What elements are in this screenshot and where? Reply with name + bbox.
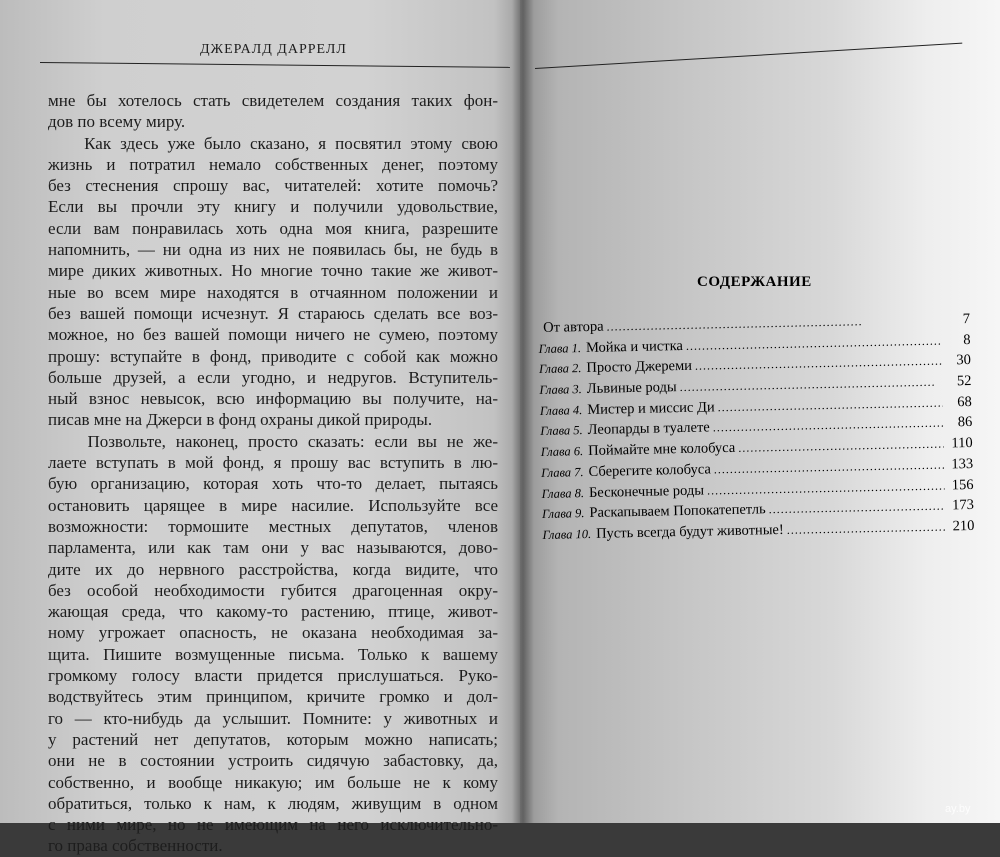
text-line: возможности: тормошите местных депутатов, членов (48, 516, 498, 536)
toc-chapter-label: Глава 3. (539, 382, 582, 398)
toc-leader-dots (713, 415, 944, 437)
text-line: мире диких животных. Но многие точно такие же живот- (48, 261, 498, 281)
toc-page-number: 110 (951, 435, 973, 452)
toc-entry-title: Просто Джереми (586, 358, 693, 377)
toc-chapter-label: Глава 8. (541, 485, 585, 501)
toc-leader-dots (787, 518, 946, 538)
text-line: щита. Пишите возмущенные письма. Только к вашему (48, 644, 498, 664)
toc-entry-title: Бесконечные роды (588, 482, 705, 501)
toc-chapter-label: Глава 2. (538, 361, 582, 377)
text-line: если вам понравилась хоть одна моя книга, разрешите (48, 218, 498, 238)
text-line: без стеснения спрошу вас, читателей: хотите помочь? (48, 176, 498, 196)
text-line: прошу: вступайте в фонд, приводите с собой как можно (48, 346, 498, 366)
text-line: больше друзей, а если угодно, и недругов. Вступитель- (48, 367, 498, 387)
body-text (48, 90, 498, 857)
text-line: Если вы прочли эту книгу и получили удовольствие, (48, 197, 498, 217)
toc-page-number: 86 (957, 414, 973, 431)
toc-chapter-label: Глава 5. (540, 423, 583, 439)
text-line: у растений нет депутатов, которым можно написать; (48, 729, 498, 749)
text-line: дов по всему миру. (48, 112, 186, 132)
text-line: с ними мире, но не имеющим на него исключительно- (48, 815, 498, 835)
text-line: парламента, или как там они у вас называются, дово- (48, 538, 498, 558)
text-line: го — кто-нибудь да услышит. Помните: у животных и (48, 708, 498, 728)
toc-leader-dots (714, 456, 945, 478)
toc-page-number: 52 (956, 373, 972, 390)
toc-leader-dots (707, 477, 945, 499)
toc-entry-title: Мойка и чистка (585, 337, 684, 356)
toc-page-number: 173 (952, 497, 975, 514)
toc-chapter-label: Глава 9. (541, 506, 585, 522)
text-line: напомнить, — ни одна из них не появилась бы, не будь в (48, 240, 498, 260)
table-of-contents (538, 311, 975, 548)
toc-entry-title: Львиные роды (586, 379, 677, 398)
toc-chapter-label: Глава 4. (539, 402, 583, 418)
text-line: обратиться, только к нам, к людям, живущим в одном (48, 793, 498, 813)
text-line: водствуйтесь этим принципом, кричите громко и дол- (48, 687, 498, 707)
book-gutter (512, 0, 534, 823)
watermark: ay.by (945, 803, 971, 815)
text-line: ный взнос невысок, всю информацию вы получите, на- (48, 389, 498, 409)
toc-chapter-label: Глава 6. (540, 444, 584, 460)
toc-entry-title: Раскапываем Попокатепетль (589, 501, 766, 522)
text-line: ные во всем мире находятся в отчаянном положении и (48, 282, 498, 302)
toc-page-number: 68 (957, 393, 972, 410)
text-line: Позвольте, наконец, просто сказать: если вы не же- (48, 431, 498, 451)
toc-leader-dots (738, 436, 944, 457)
toc-entry-title: Пусть всегда будут животные! (595, 521, 784, 542)
text-line: Как здесь уже было сказано, я посвятил этому свою (48, 133, 498, 153)
text-line: ному угрожает опасность, не оказана необходимая за- (48, 623, 498, 643)
text-line: го права собственности. (48, 836, 223, 856)
text-line: без особой необходимости губится драгоценная окру- (48, 580, 498, 600)
toc-page-number: 156 (951, 476, 974, 493)
text-line: собственно, и вообще никакую; им больше не к кому (48, 772, 498, 792)
toc-title: СОДЕРЖАНИЕ (697, 274, 812, 290)
text-line: дите их до нервного расстройства, когда видите, что (48, 559, 498, 579)
toc-entry-title: Леопарды в туалете (587, 419, 710, 439)
toc-entry-title: Сберегите колобуса (588, 461, 711, 480)
text-line: писав мне на Джерси в фонд охраны дикой природы. (48, 410, 433, 430)
header-rule (40, 62, 510, 68)
text-line: мне бы хотелось стать свидетелем создания таких фон- (48, 91, 498, 110)
text-line: без вашей помощи исчезнут. Я стараюсь сделать все воз- (48, 303, 498, 323)
text-line: лаете вступать в мой фонд, я прошу вас вступить в лю- (48, 453, 498, 473)
toc-chapter-label: Глава 10. (542, 526, 592, 542)
toc-page-number: 210 (952, 517, 975, 535)
toc-page-number: 7 (962, 310, 971, 328)
text-line: они не в состоянии устроить сидячую забастовку, да, (48, 751, 498, 771)
toc-chapter-label: Глава 7. (541, 464, 584, 480)
text-line: остановить царящее в мире насилие. Используйте все (48, 495, 498, 515)
text-line: бую организацию, которая хоть что-то делает, пытаясь (48, 474, 498, 494)
text-line: жающая среда, что какому-то растению, птице, живот- (48, 602, 498, 622)
toc-page-number: 8 (963, 331, 971, 348)
text-line: можное, но без вашей помощи ничего не сумею, поэтому (48, 325, 498, 345)
text-line: громкому голосу власти придется прислушаться. Руко- (48, 666, 498, 686)
running-head: ДЖЕРАЛД ДАРРЕЛЛ (200, 42, 347, 57)
toc-entry-title: От автора (542, 318, 604, 336)
toc-page-number: 133 (951, 455, 974, 473)
toc-entry-title: Мистер и миссис Ди (587, 399, 715, 418)
text-line: жизнь и потратил немало собственных денег, поэтому (48, 154, 498, 174)
toc-chapter-label: Глава 1. (538, 340, 582, 356)
toc-page-number: 30 (956, 352, 972, 369)
toc-leader-dots (717, 394, 943, 416)
toc-leader-dots (768, 498, 945, 519)
toc-entry-title: Поймайте мне колобуса (587, 440, 736, 460)
